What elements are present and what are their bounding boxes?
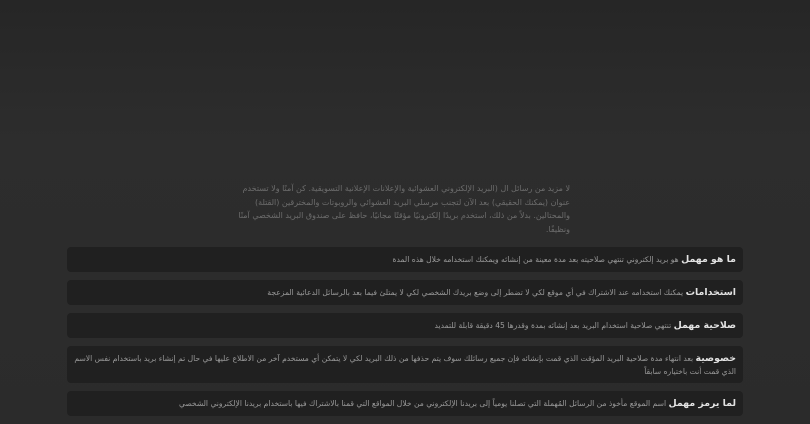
faq-desc: اسم الموقع مأخوذ من الرسائل المُهملة التي تصلنا يومياً إلى بريدنا الإلكتروني من خلال المواقع التي قمنا بالاشتراك فيها باستخدام بريدنا الإلكتروني الشخصي	[179, 399, 667, 408]
faq-term: خصوصية	[695, 352, 736, 364]
faq-item-name-meaning	[67, 391, 743, 416]
faq-desc: يمكنك استخدامه عند الاشتراك في أي موقع لكي لا تضطر إلى وضع بريدك الشخصي لكي لا يمتلئ فيما بعد بالرسائل الدعائية المزعجة	[267, 288, 684, 297]
faq-item-text	[74, 286, 736, 299]
intro-text: لا مزيد من رسائل ال (البريد الإلكتروني العشوائية والإعلانات الإعلانية التسويقية. كن آمنًا ولا تستخدم عنوان (يمكنك الحقيقي) بعد الآن لتجنب مرسلي البريد العشوائي والروبوتات والمخترقين (القتلة) والمحتالين. بدلاً من ذلك، استخدم بريدًا إلكترونيًا مؤقتًا مجانيًا، حافظ على صندوق البريد الشخصي آمنًا ونظيفًا.	[238, 184, 570, 234]
faq-item-privacy	[67, 346, 743, 383]
faq-desc: هو بريد إلكتروني تنتهي صلاحيته بعد مدة معينة من إنشائه ويمكنك استخدامه خلال هذه المدة	[392, 255, 679, 264]
faq-term: ما هو مهمل	[681, 254, 736, 265]
faq-item-what-is	[67, 247, 743, 272]
faq-item-text	[74, 253, 736, 266]
faq-term: لما يرمز مهمل	[668, 398, 736, 409]
faq-item-uses	[67, 280, 743, 305]
faq-term: صلاحية مهمل	[673, 320, 736, 331]
faq-item-text	[74, 397, 736, 410]
faq-desc: تنتهي صلاحية استخدام البريد بعد إنشائه بمدة وقدرها 45 دقيقة قابلة للتمديد	[434, 321, 672, 330]
faq-item-text	[74, 319, 736, 332]
faq-item-text	[74, 352, 736, 378]
faq-item-validity	[67, 313, 743, 338]
faq-desc: بعد انتهاء مدة صلاحية البريد المؤقت الذي قمت بإنشائه فإن جميع رسائلك سوف يتم حذفها من ذلك البريد لكي لا يتمكن أي مستخدم آخر من الاطلاع عليها في حال تم إنشاء بريد باستخدام نفس الاسم الذي قمت أنت باختياره سابقاً	[74, 353, 736, 376]
faq-term: استخدامات	[685, 287, 736, 298]
